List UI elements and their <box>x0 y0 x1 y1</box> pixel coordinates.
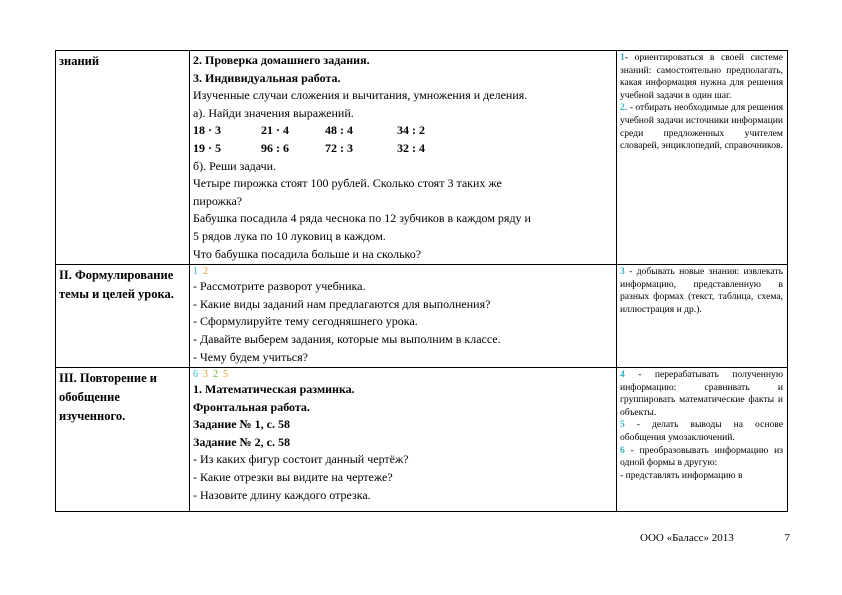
skill-text: - перерабатывать полученную информацию: сравнивать и группировать математические факты и объекты. <box>620 369 783 418</box>
section-heading: 2. Проверка домашнего задания. <box>193 53 370 67</box>
skills-cell <box>617 368 788 512</box>
skill-number: 2 <box>213 369 218 381</box>
expression: 96 : 6 <box>261 140 289 155</box>
text-line: пирожка? <box>193 193 243 208</box>
skill-numbers <box>193 266 612 278</box>
skill-description <box>620 470 783 483</box>
text-line: Бабушка посадила 4 ряда чеснока по 12 зубчиков в каждом ряду и <box>193 211 531 226</box>
section-heading: Фронтальная работа. <box>193 399 310 414</box>
skill-number: 6 <box>193 369 198 381</box>
text-line: - Назовите длину каждого отрезка. <box>193 487 371 502</box>
table-row <box>56 265 788 368</box>
section-heading: Задание № 1, с. 58 <box>193 417 290 432</box>
text-line: 5 рядов лука по 10 луковиц в каждом. <box>193 228 386 243</box>
expression: 32 : 4 <box>397 140 425 155</box>
text-line: б). Реши задачи. <box>193 158 277 173</box>
stage-label: III. Повторение и обобщение изученного. <box>59 371 157 424</box>
skill-description <box>620 52 783 102</box>
expression-row <box>193 122 612 140</box>
text-line: - Какие отрезки вы видите на чертеже? <box>193 470 393 485</box>
skills-cell <box>617 51 788 265</box>
section-heading: 3. Индивидуальная работа. <box>193 70 341 85</box>
stage-label: II. Формулирование темы и целей урока. <box>59 268 174 302</box>
skill-number: 1 <box>193 266 198 278</box>
skill-description <box>620 266 783 316</box>
text-line: Четыре пирожка стоят 100 рублей. Сколько стоят 3 таких же <box>193 176 502 191</box>
skill-number: 5 <box>223 369 228 381</box>
skill-number: 3 <box>620 266 625 278</box>
page-footer <box>640 532 790 544</box>
activity-cell <box>190 368 617 512</box>
skill-number: 5 <box>620 419 625 431</box>
skill-number: 6 <box>620 444 625 456</box>
lesson-table <box>55 50 788 512</box>
skill-number: 1 <box>620 52 625 63</box>
skill-description <box>620 445 783 470</box>
text-line: а). Найди значения выражений. <box>193 105 354 120</box>
skill-text: - ориентироваться в своей системе знаний: самостоятельно предполагать, какая информация нужна для решения учебной задачи в один шаг. <box>620 52 783 101</box>
text-line: - Сформулируйте тему сегодняшнего урока. <box>193 314 418 329</box>
section-heading: 1. Математическая разминка. <box>193 382 355 397</box>
text-line: - Из каких фигур состоит данный чертёж? <box>193 452 409 467</box>
skill-text: - делать выводы на основе обобщения умозаключений. <box>620 419 783 444</box>
expression: 19 · 5 <box>193 140 222 155</box>
skill-numbers <box>193 369 612 381</box>
text-line: - Рассмотрите разворот учебника. <box>193 279 366 294</box>
text-line: Изученные случаи сложения и вычитания, умножения и деления. <box>193 88 528 103</box>
expression: 34 : 2 <box>397 123 425 138</box>
text-line: - Какие виды заданий нам предлагаются для выполнения? <box>193 296 491 311</box>
stage-label: знаний <box>59 54 100 68</box>
skill-text: - добывать новые знания: извлекать информацию, представленную в разных формах (текст, таблица, схема, иллюстрация и др.). <box>620 266 783 315</box>
skill-description <box>620 419 783 444</box>
skill-number: 2 <box>203 266 208 278</box>
stage-cell <box>56 51 190 265</box>
expression-row <box>193 140 612 158</box>
skill-number: 2. <box>620 102 628 114</box>
skill-text: - отбирать необходимые для решения учебной задачи источники информации среди предложенных учителем словарей, энциклопедий, справочников. <box>620 102 783 152</box>
expression: 21 · 4 <box>261 123 290 138</box>
expression: 18 · 3 <box>193 123 222 138</box>
stage-cell <box>56 368 190 512</box>
skill-number: 3 <box>203 369 208 381</box>
skill-text: - преобразовывать информацию из одной формы в другую: <box>620 444 783 469</box>
expression: 48 : 4 <box>325 123 353 138</box>
table-row <box>56 51 788 265</box>
skills-cell <box>617 265 788 368</box>
table-row <box>56 368 788 512</box>
footer-publisher: ООО «Баласс» 2013 <box>640 532 734 544</box>
activity-cell <box>190 265 617 368</box>
text-line: - Чему будем учиться? <box>193 349 308 364</box>
page-number: 7 <box>784 532 790 544</box>
text-line: - Давайте выберем задания, которые мы выполним в классе. <box>193 331 501 346</box>
skill-number: 4 <box>620 369 625 381</box>
section-heading: Задание № 2, с. 58 <box>193 434 290 449</box>
stage-cell <box>56 265 190 368</box>
skill-text: - представлять информацию в <box>620 469 743 481</box>
activity-cell <box>190 51 617 265</box>
text-line: Что бабушка посадила больше и на сколько? <box>193 246 422 261</box>
skill-description <box>620 102 783 152</box>
expression: 72 : 3 <box>325 140 353 155</box>
skill-description <box>620 369 783 419</box>
